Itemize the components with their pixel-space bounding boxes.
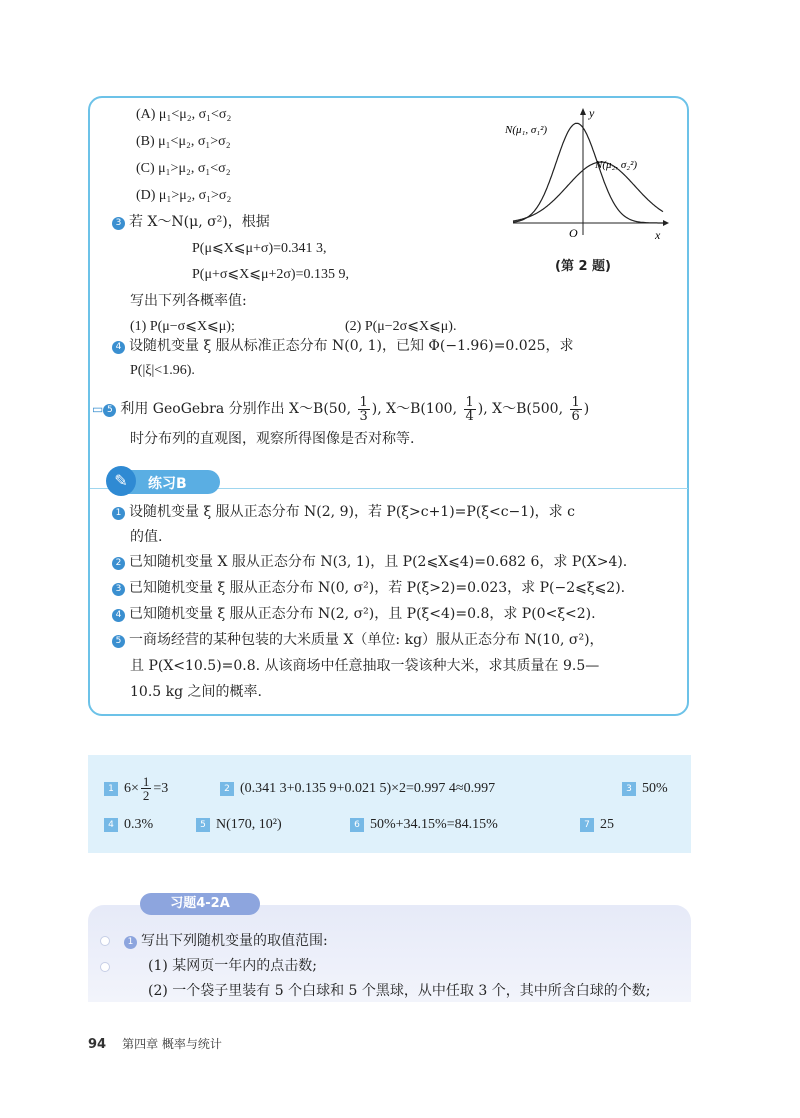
q5-mid1: ), X～B(100, <box>371 401 458 417</box>
answer-text: 50% <box>642 781 668 796</box>
practice-q1-cont: 的值. <box>130 529 163 545</box>
option-b: (B) μ₁<μ₂, σ₁>σ₂ <box>136 134 231 149</box>
page-footer <box>88 1035 222 1052</box>
question-number: 4 <box>112 341 125 354</box>
answer-text: 25 <box>600 817 614 832</box>
practice-q5-cont1: 且 P(X<10.5)=0.8. 从该商场中任意抽取一袋该种大米，求其质量在 9.5— <box>130 658 600 674</box>
question-number: 2 <box>112 557 125 570</box>
curve-series-2 <box>513 162 663 221</box>
fraction: $\frac{1}{2}$ <box>142 774 150 804</box>
question-3 <box>112 213 270 231</box>
practice-q5-cont2: 10.5 kg 之间的概率. <box>130 684 262 700</box>
exercise-tag: 习题4-2A <box>140 893 260 915</box>
answer-3 <box>622 780 668 798</box>
answers-panel <box>88 755 691 853</box>
chapter-title: 第四章 概率与统计 <box>122 1037 222 1051</box>
question-prompt: 写出下列各概率值: <box>130 293 247 309</box>
question-number: 4 <box>112 609 125 622</box>
question-text: 设随机变量 ξ 服从标准正态分布 N(0, 1)，已知 Φ(−1.96)=0.025，求 <box>129 338 574 354</box>
question-5-cont: 时分布列的直观图，观察所得图像是否对称等. <box>130 431 415 447</box>
formula-line-1: P(μ⩽X⩽μ+σ)=0.341 3, <box>192 241 327 256</box>
answer-number: 6 <box>350 818 364 832</box>
question-number: 3 <box>112 217 125 230</box>
question-number: 5 <box>103 404 116 417</box>
fraction: $\frac{1}{4}$ <box>465 394 474 424</box>
answer-number: 7 <box>580 818 594 832</box>
answer-6 <box>350 816 498 834</box>
question-text: 写出下列随机变量的取值范围: <box>141 933 328 949</box>
chart-caption: (第 2 题) <box>555 259 611 274</box>
answer-number: 5 <box>196 818 210 832</box>
answer-text: 50%+34.15%=84.15% <box>370 817 498 832</box>
bullet-dot <box>100 962 110 972</box>
question-5 <box>92 392 589 426</box>
practice-q5 <box>112 631 604 649</box>
answer-2 <box>220 780 495 798</box>
option-d: (D) μ₁>μ₂, σ₁>σ₂ <box>136 188 232 203</box>
question-text: 一商场经营的某种包装的大米质量 X（单位: kg）服从正态分布 N(10, σ²)， <box>129 632 604 648</box>
normal-distribution-chart <box>503 105 673 245</box>
q5-mid2: ), X～B(500, <box>477 401 564 417</box>
computer-icon: ▭ <box>92 402 104 416</box>
sub-question-2: (2) P(μ−2σ⩽X⩽μ). <box>345 319 457 334</box>
series-1-label: N(μ₁, σ₁²) <box>505 124 548 136</box>
origin-label: O <box>569 226 578 240</box>
option-a: (A) μ₁<μ₂, σ₁<σ₂ <box>136 107 232 122</box>
question-text: 已知随机变量 ξ 服从正态分布 N(0, σ²)，若 P(ξ>2)=0.023，求 P(−2⩽ξ⩽2). <box>129 580 626 596</box>
x-axis-arrow <box>663 220 669 226</box>
bullet-dot <box>100 936 110 946</box>
y-axis-arrow <box>580 108 586 115</box>
answer-text: N(170, 10²) <box>216 817 282 832</box>
practice-q3 <box>112 579 625 597</box>
y-label: y <box>589 106 595 120</box>
question-number: 3 <box>112 583 125 596</box>
q5-post: ) <box>583 401 590 417</box>
q5-pre: 利用 GeoGebra 分别作出 X～B(50, <box>120 401 352 417</box>
question-text: 设随机变量 ξ 服从正态分布 N(2, 9)，若 P(ξ>c+1)=P(ξ<c−1)，求 c <box>129 504 575 520</box>
formula-line-2: P(μ+σ⩽X⩽μ+2σ)=0.135 9, <box>192 267 349 282</box>
exercise-sub2: (2) 一个袋子里装有 5 个白球和 5 个黑球，从中任取 3 个，其中所含白球的个数; <box>148 983 651 999</box>
exercise-q1 <box>124 932 328 950</box>
practice-q4 <box>112 605 596 623</box>
fraction: $\frac{1}{6}$ <box>571 394 580 424</box>
sub-question-1: (1) P(μ−σ⩽X⩽μ); <box>130 319 235 334</box>
answer-text: (0.341 3+0.135 9+0.021 5)×2=0.997 4≈0.997 <box>240 781 496 796</box>
answer-text: 6× <box>124 781 139 796</box>
practice-b-tag <box>110 470 220 494</box>
question-number: 1 <box>124 936 137 949</box>
answer-4 <box>104 816 153 834</box>
answer-5 <box>196 816 282 834</box>
question-text: 已知随机变量 ξ 服从正态分布 N(2, σ²)，且 P(ξ<4)=0.8，求 P(0<ξ<2). <box>129 606 596 622</box>
answer-1 <box>104 772 168 806</box>
question-4-cont: P(|ξ|<1.96). <box>130 363 195 378</box>
pencil-icon: ✎ <box>106 466 136 496</box>
practice-q1 <box>112 503 575 521</box>
practice-q2 <box>112 553 627 571</box>
page-number: 94 <box>88 1037 107 1052</box>
answer-text: 0.3% <box>124 817 154 832</box>
question-text: 若 X～N(μ, σ²)，根据 <box>129 214 270 230</box>
exercise-sub1: (1) 某网页一年内的点击数; <box>148 958 317 974</box>
answer-number: 2 <box>220 782 234 796</box>
answer-7 <box>580 816 614 834</box>
practice-b-title: 练习B <box>148 476 187 492</box>
option-c: (C) μ₁>μ₂, σ₁<σ₂ <box>136 161 231 176</box>
curve-series-1 <box>513 123 663 223</box>
x-label: x <box>655 228 661 242</box>
question-4 <box>112 337 574 355</box>
answer-number: 4 <box>104 818 118 832</box>
fraction: $\frac{1}{3}$ <box>359 394 368 424</box>
question-text: 已知随机变量 X 服从正态分布 N(3, 1)，且 P(2⩽X⩽4)=0.682 6，求 P(X>4). <box>129 554 628 570</box>
answer-text: =3 <box>153 781 169 796</box>
answer-number: 1 <box>104 782 118 796</box>
answer-number: 3 <box>622 782 636 796</box>
series-2-label: N(μ₂, σ₂²) <box>595 159 638 171</box>
question-number: 1 <box>112 507 125 520</box>
question-number: 5 <box>112 635 125 648</box>
